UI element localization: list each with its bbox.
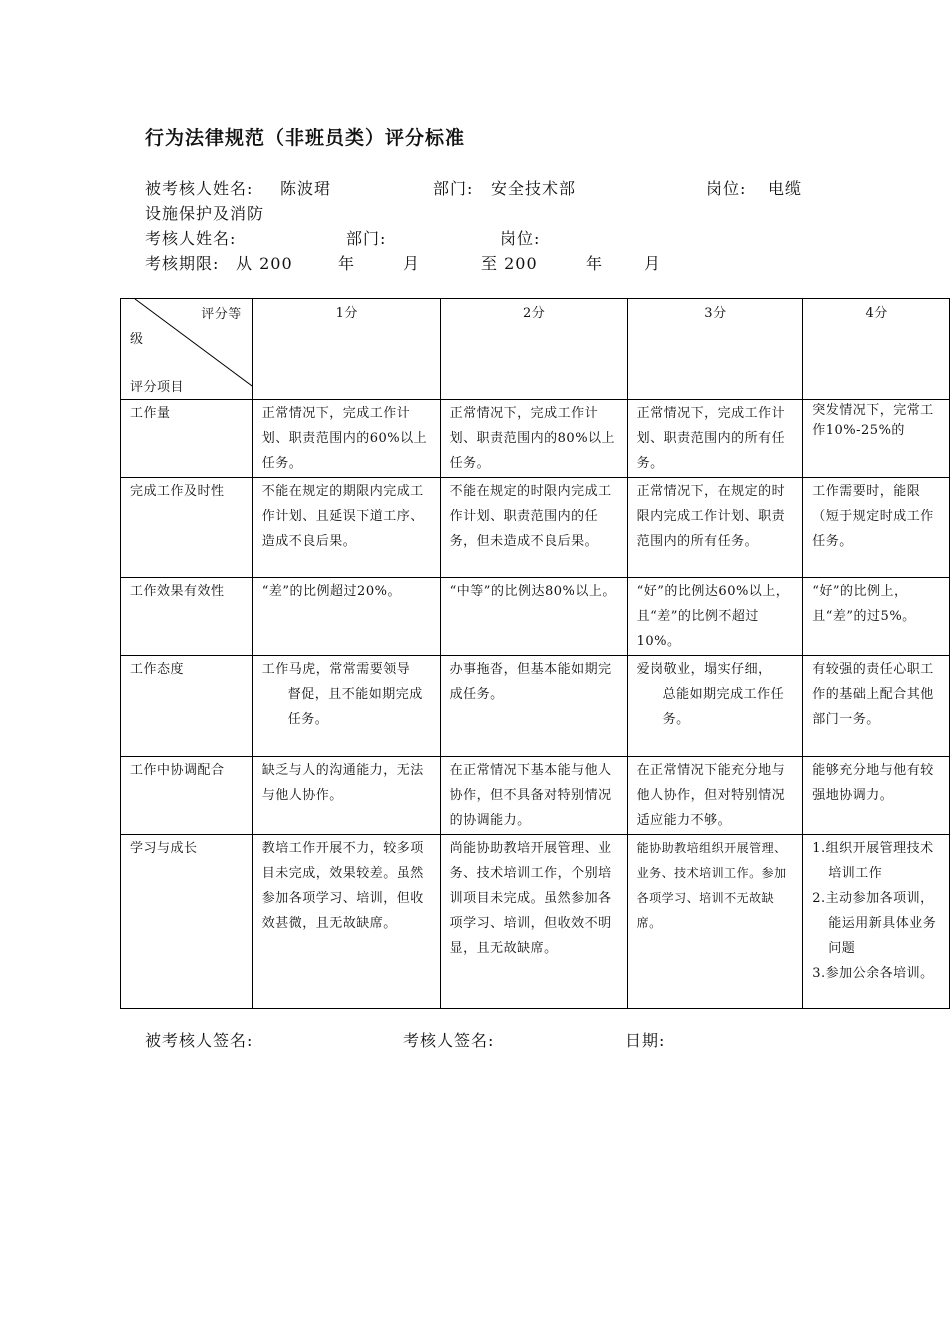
criteria-cell: 能协助教培组织开展管理、业务、技术培训工作。参加各项学习、培训不无故缺席。: [627, 835, 803, 1009]
criteria-cell: “中等”的比例达80%以上。: [440, 578, 627, 656]
criteria-cell: 缺乏与人的沟通能力，无法与他人协作。: [252, 757, 440, 835]
table-row: [121, 656, 950, 757]
criteria-cell: “差”的比例超过20%。: [252, 578, 440, 656]
criteria-text: 工作马虎，常常需要领导: [261, 662, 411, 677]
post-label: 岗位:: [706, 179, 747, 198]
examiner-name-label: 考核人姓名:: [145, 229, 237, 248]
level-header-2: 2分: [440, 299, 627, 400]
criteria-cell: 工作需要时，能限（短于规定时成工作任务。: [803, 478, 950, 578]
item-effectiveness: 工作效果有效性: [121, 578, 253, 656]
item-learning: 学习与成长: [121, 835, 253, 1009]
criteria-text-continued: 督促，且不能如期完成任务。: [287, 687, 423, 727]
criteria-cell: 有较强的责任心职工作的基础上配合其他部门一务。: [803, 656, 950, 757]
criteria-text-continued: 总能如期完成工作任务。: [662, 687, 785, 727]
item-coordination: 工作中协调配合: [121, 757, 253, 835]
examiner-post-label: 岗位:: [500, 229, 541, 248]
table-row: [121, 835, 950, 1009]
criteria-cell: 尚能协助教培开展管理、业务、技术培训工作，个别培训项目未完成。虽然参加各项学习、培训，但收效不明显，且无故缺席。: [440, 835, 627, 1009]
criteria-cell: [627, 656, 803, 757]
period-year-2: 年: [586, 254, 604, 273]
corner-level-label: 评分等: [201, 307, 242, 322]
examinee-name-label: 被考核人姓名:: [145, 179, 254, 198]
criteria-cell: 办事拖沓，但基本能如期完成任务。: [440, 656, 627, 757]
examiner-signature-label: 考核人签名:: [403, 1031, 495, 1050]
item-attitude: 工作态度: [121, 656, 253, 757]
level-header-1: 1分: [252, 299, 440, 400]
examiner-dept-label: 部门:: [346, 229, 387, 248]
criteria-text: 爱岗敬业，塌实仔细，: [636, 662, 772, 677]
item-timeliness: 完成工作及时性: [121, 478, 253, 578]
table-row: [121, 478, 950, 578]
table-row: [121, 578, 950, 656]
criteria-cell: “好”的比例达60%以上，且“差”的比例不超过10%。: [627, 578, 803, 656]
criteria-cell: 突发情况下，完常工作10%-25%的: [803, 400, 950, 478]
date-label: 日期:: [625, 1031, 666, 1050]
table-header-row: [121, 299, 950, 400]
criteria-cell: “好”的比例上，且“差”的过5%。: [803, 578, 950, 656]
level-header-4: 4分: [803, 299, 950, 400]
criteria-cell: 正常情况下，完成工作计划、职责范围内的所有任务。: [627, 400, 803, 478]
examinee-name-value: 陈波珺: [280, 179, 332, 198]
corner-header-cell: [121, 299, 253, 400]
dept-value: 安全技术部: [491, 179, 577, 198]
criteria-cell: 教培工作开展不力，较多项目未完成，效果较差。虽然参加各项学习、培训，但收效甚微，且无故缺席。: [252, 835, 440, 1009]
criteria-cell: [252, 656, 440, 757]
post-value-continued: 设施保护及消防: [145, 204, 265, 223]
table-row: [121, 400, 950, 478]
criteria-cell: 正常情况下，完成工作计划、职责范围内的60%以上任务。: [252, 400, 440, 478]
list-item: 2.主动参加各项训，能运用新具体业务问题: [812, 891, 937, 956]
corner-item-label: 评分项目: [130, 380, 185, 395]
criteria-cell: 能够充分地与他有较强地协调力。: [803, 757, 950, 835]
period-month-1: 月: [403, 254, 421, 273]
item-workload: 工作量: [121, 400, 253, 478]
examinee-signature-label: 被考核人签名:: [145, 1031, 254, 1050]
criteria-cell: 不能在规定的时限内完成工作计划、职责范围内的任务，但未造成不良后果。: [440, 478, 627, 578]
criteria-cell: 正常情况下，在规定的时限内完成工作计划、职责范围内的所有任务。: [627, 478, 803, 578]
period-label: 考核期限:: [145, 254, 220, 273]
scoring-table: [120, 298, 950, 1009]
corner-level-label-end: 级: [130, 332, 144, 347]
page-title: 行为法律规范（非班员类）评分标准: [145, 127, 466, 149]
period-month-2: 月: [644, 254, 662, 273]
criteria-cell: 不能在规定的期限内完成工作计划、且延误下道工序、造成不良后果。: [252, 478, 440, 578]
criteria-cell: [803, 835, 950, 1009]
criteria-cell: 正常情况下，完成工作计划、职责范围内的80%以上任务。: [440, 400, 627, 478]
level-header-3: 3分: [627, 299, 803, 400]
criteria-cell: 在正常情况下能充分地与他人协作，但对特别情况适应能力不够。: [627, 757, 803, 835]
list-item: 1.组织开展管理技术培训工作: [812, 841, 934, 881]
criteria-cell: 在正常情况下基本能与他人协作，但不具备对特别情况的协调能力。: [440, 757, 627, 835]
post-value: 电缆: [768, 179, 803, 198]
list-item: 3.参加公余各培训。: [812, 966, 934, 981]
dept-label: 部门:: [433, 179, 474, 198]
period-year-1: 年: [338, 254, 356, 273]
table-row: [121, 757, 950, 835]
period-to: 至 200: [481, 254, 538, 273]
period-from: 从 200: [236, 254, 293, 273]
